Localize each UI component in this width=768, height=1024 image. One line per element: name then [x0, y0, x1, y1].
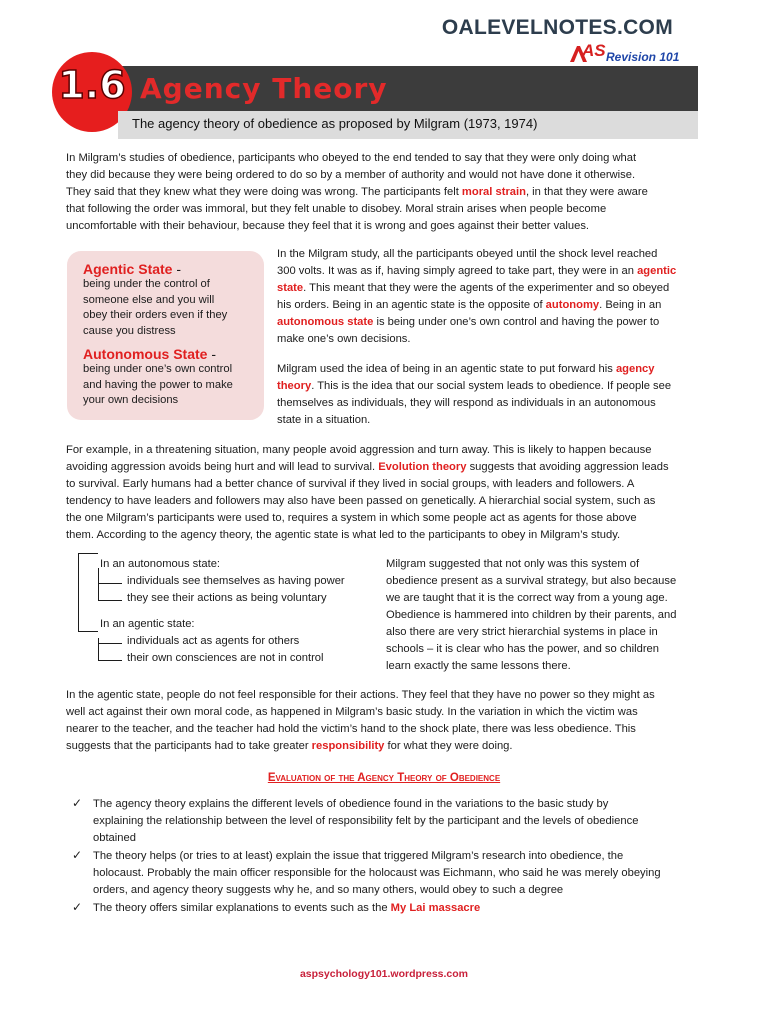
check-icon: ✓ [72, 796, 83, 810]
check-icon: ✓ [72, 900, 83, 914]
autonomous-description: being under one’s own control and having the power to make your own decisions [83, 363, 233, 406]
tree-agentic-head: In an agentic state: [100, 618, 195, 630]
evaluation-point-2: The theory helps (or tries to at least) explain the issue that triggered Milgram’s research into obedience, the holocaust. Probably the main officer responsible for the holocaust was Eichmann, who said he was merely obeying orders, and agency theory suggests why he, and so many others, would obey to such a degree [93, 850, 661, 896]
footer-url[interactable]: aspsychology101.wordpress.com [299, 968, 469, 980]
tree-autonomous-item: they see their actions as being voluntary [127, 592, 327, 604]
site-brand: OALEVELNOTES.COM [441, 16, 673, 39]
autonomous-term: Autonomous State [83, 346, 208, 362]
page-title: Agency Theory [140, 72, 388, 105]
agentic-description: being under the control of someone else and you will obey their orders even if they cause you distress [83, 278, 228, 337]
example-paragraph: For example, in a threatening situation, many people avoid aggression and turn away. This is likely to happen because avoiding aggression avoids being hurt and will lead to survival. Evolution theory suggests that avoiding aggression leads to survival. Early humans had a better chance of survival if they lived in social groups, with leaders and followers. A tendency to have leaders and followers may also have been passed on genetically. A hierarchial social system, such as the one Milgram’s participants were used to, requires a system in which some people act as agents for those above them. According to the agency theory, the agentic state is what led to the participants to obey in Milgram’s study. [66, 444, 669, 541]
tree-autonomous-item: individuals see themselves as having power [127, 575, 345, 587]
tree-agentic-item: their own consciences are not in control [127, 652, 324, 664]
evaluation-point-1: The agency theory explains the different levels of obedience found in the variations to the basic study by explaining the relationship between the level of responsibility felt by the participant and the levels of obedience obtained [93, 798, 639, 844]
logo-revision: Revision 101 [606, 50, 680, 64]
evaluation-heading: Evaluation of the Agency Theory of Obedience [267, 772, 501, 784]
agentic-definition: Agentic State - being under the control of someone else and you will obey their orders even if they cause you distress [83, 261, 258, 339]
socialisation-paragraph: Milgram suggested that not only was this system of obedience present as a survival strategy, but also because we are taught that it is the correct way from a young age. Obedience is hammered into children by their parents, and also there are very strict hierarchial systems in place in schools – it is clear who has the power, and so children learn exactly the same lessons there. [386, 558, 677, 672]
tree-agentic-item: individuals act as agents for others [127, 635, 300, 647]
section-number: 1.6 [58, 63, 126, 107]
check-icon: ✓ [72, 848, 83, 862]
responsibility-paragraph: In the agentic state, people do not feel responsible for their actions. They feel that they have no power so they might as well act against their own moral code, as happened in Milgram’s basic study. In the variation in which the victim was nearer to the teacher, and the teacher had hold the victim’s hand to the shock plate, there was less obedience. This suggests that the participants had to take greater responsibility for what they were doing. [66, 689, 655, 752]
intro-paragraph: In Milgram’s studies of obedience, participants who obeyed to the end tended to say that they were only doing what they did because they were being ordered to do so by a member of authority and would not have done it otherwise. They said that they knew what they were doing was wrong. The participants felt moral strain, in that they were aware that following the order was immoral, but they felt unable to disobey. Moral strain arises when people become uncomfortable with their behaviour, because they feel that it is wrong and goes against their better values. [66, 152, 648, 232]
as-revision-logo [568, 41, 696, 64]
logo-as: AS [582, 41, 606, 60]
autonomous-definition: Autonomous State - being under one’s own control and having the power to make your own decisions [83, 346, 261, 409]
page-subtitle: The agency theory of obedience as proposed by Milgram (1973, 1974) [132, 116, 538, 131]
agency-theory-paragraph: Milgram used the idea of being in an agentic state to put forward his agency theory. This is the idea that our social system leads to obedience. If people see themselves as individuals, they will respond as individuals in an autonomous state in a situation. [277, 363, 672, 426]
tree-autonomous-head: In an autonomous state: [100, 558, 221, 570]
agentic-state-paragraph: In the Milgram study, all the participants obeyed until the shock level reached 300 volts. It was as if, having simply agreed to take part, they were in an agentic state. This meant that they were the agents of the experimenter and so obeyed his orders. Being in an agentic state is the opposite of autonomy. Being in an autonomous state is being under one’s own control and having the power to make one’s own decisions. [277, 248, 677, 345]
evaluation-point-3: The theory offers similar explanations to events such as the My Lai massacre [93, 902, 481, 914]
agentic-term: Agentic State [83, 261, 173, 277]
